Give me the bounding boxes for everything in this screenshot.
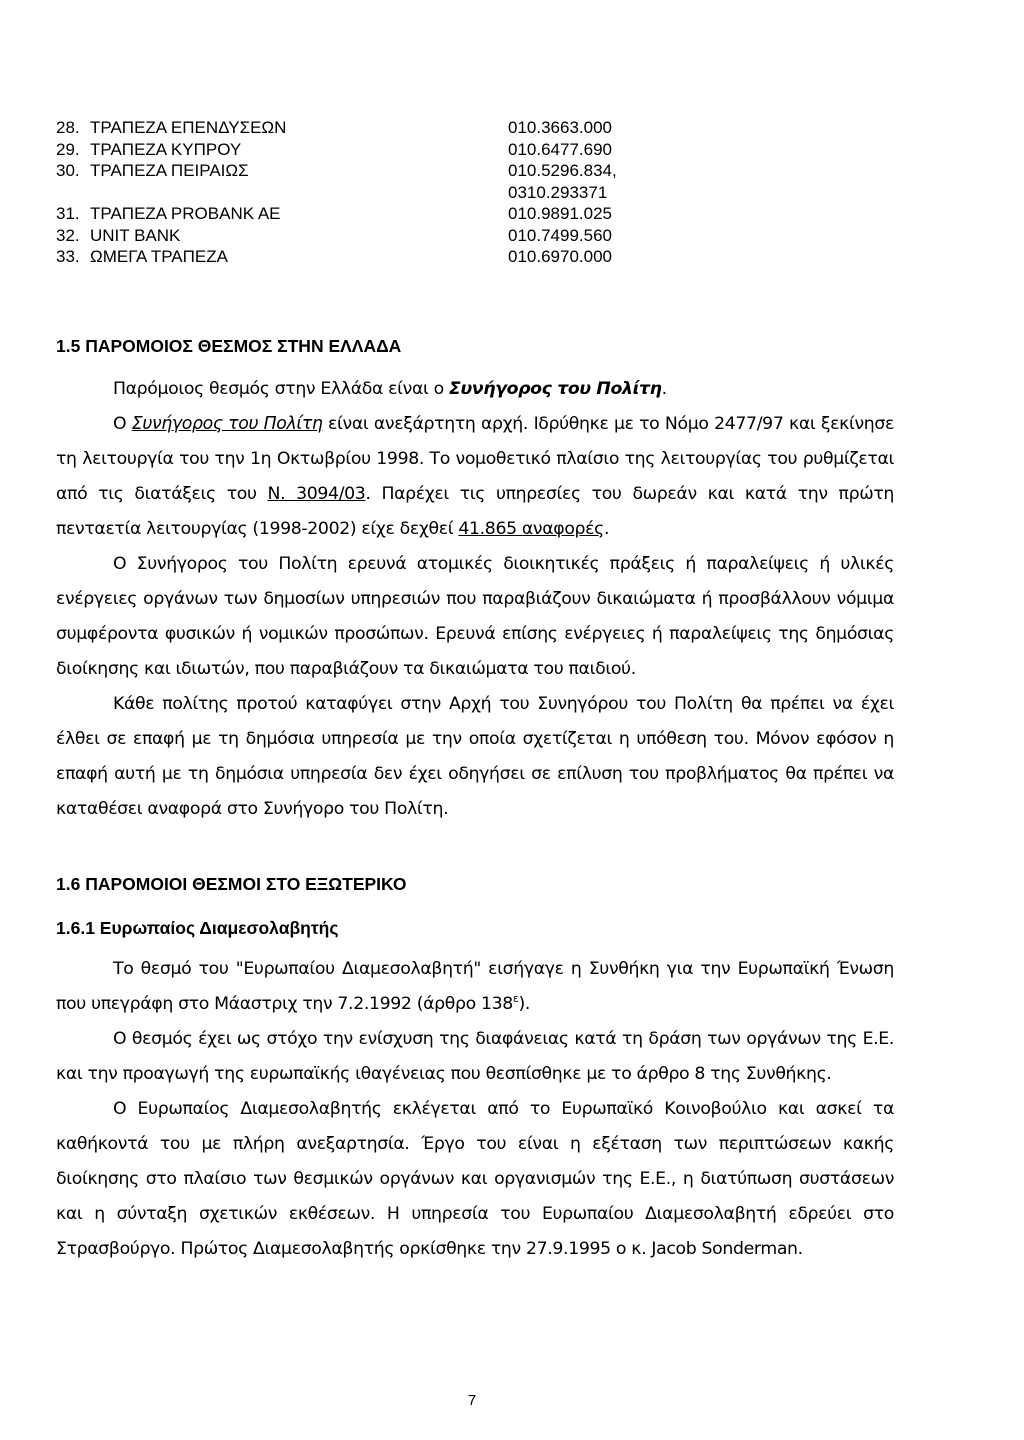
bank-phone-primary: 010.5296.834, [508, 161, 617, 180]
paragraph: Ο Ευρωπαίος Διαμεσολαβητής εκλέγεται από το Ευρωπαϊκό Κοινοβούλιο και ασκεί τα καθήκοντά του με πλήρη ανεξαρτησία. Έργο του είναι η εξέταση των περιπτώσεων κακής διοίκησης στο πλαίσιο των θεσμικών οργάνων και οργανισμών της Ε.Ε., η διατύπωση συστάσεων και η σύνταξη σχετικών εκθέσεων. Η υπηρεσία του Ευρωπαίου Διαμεσολαβητή εδρεύει στο Στρασβούργο. Πρώτος Διαμεσολαβητής ορκίσθηκε την 27.9.1995 ο κ. Jacob Sonderman. [56, 1099, 894, 1259]
bank-phone-secondary: 0310.293371 [508, 182, 608, 202]
underlined-law-reference: Ν. 3094/03 [267, 484, 366, 504]
text-run: . [603, 519, 610, 539]
list-item-number: 30. [56, 161, 80, 180]
bank-name: ΩΜΕΓΑ ΤΡΑΠΕΖΑ [90, 247, 228, 266]
paragraph [56, 372, 894, 407]
section-heading-1-6-1: 1.6.1 Ευρωπαίος Διαμεσολαβητής [56, 918, 339, 938]
list-item [56, 160, 696, 203]
section-1-6-1-body [56, 952, 894, 1267]
text-run: Ο [113, 414, 132, 434]
list-item [56, 203, 696, 225]
list-item [56, 117, 696, 139]
list-item-number: 32. [56, 225, 80, 245]
text-run: . Παρέχει τις υπηρεσίες του δωρεάν και κατά την πρώτη πενταετία λειτουργίας (1998-2002) είχε δεχθεί [56, 484, 894, 539]
bank-name: ΤΡΑΠΕΖΑ PROBANK AE [90, 204, 281, 223]
paragraph: Κάθε πολίτης προτού καταφύγει στην Αρχή του Συνηγόρου του Πολίτη θα πρέπει να έχει έλθει σε επαφή με τη δημόσια υπηρεσία με την οποία σχετίζεται η υπόθεση του. Μόνον εφόσον η επαφή αυτή με τη δημόσια υπηρεσία δεν έχει οδηγήσει σε επίλυση του προβλήματος θα πρέπει να καταθέσει αναφορά στο Συνήγορο του Πολίτη. [56, 694, 894, 819]
section-heading-1-6: 1.6 ΠΑΡΟΜΟΙΟΙ ΘΕΣΜΟΙ ΣΤΟ ΕΞΩΤΕΡΙΚΟ [56, 874, 407, 894]
section-1-5-body [56, 372, 894, 827]
bank-phone: 010.6970.000 [508, 247, 612, 266]
superscript: ε [512, 992, 519, 1006]
bank-name: UNIT BANK [90, 225, 181, 245]
paragraph: Ο θεσμός έχει ως στόχο την ενίσχυση της διαφάνειας κατά τη δράση των οργάνων της Ε.Ε. και την προαγωγή της ευρωπαϊκής ιθαγένειας που θεσπίσθηκε με το άρθρο 8 της Συνθήκης. [56, 1029, 894, 1084]
underlined-complaint-count: 41.865 αναφορές [458, 519, 604, 539]
text-run: ). [518, 994, 531, 1014]
paragraph [56, 952, 894, 1022]
underlined-italic-text: Συνήγορος του Πολίτη [131, 414, 323, 434]
bank-phone: 010.6477.690 [508, 139, 612, 159]
bank-phone: 010.7499.560 [508, 225, 612, 245]
list-item-number: 33. [56, 247, 80, 266]
list-item [56, 225, 696, 247]
paragraph [56, 407, 894, 547]
bank-phone: 010.9891.025 [508, 204, 612, 223]
list-item-number: 28. [56, 118, 80, 137]
text-run: Παρόμοιος θεσμός στην Ελλάδα είναι ο [113, 379, 449, 399]
bank-phone: 010.3663.000 [508, 118, 612, 137]
bank-name: ΤΡΑΠΕΖΑ ΚΥΠΡΟΥ [90, 139, 242, 159]
page-number: 7 [467, 1392, 477, 1409]
list-item [56, 246, 696, 268]
bank-phone [508, 160, 696, 203]
text-run: Το θεσμό του "Ευρωπαίου Διαμεσολαβητή" εισήγαγε η Συνθήκη για την Ευρωπαϊκή Ένωση που υπεγράφη στο Μάαστριχ την 7.2.1992 (άρθρο 138 [56, 959, 894, 1014]
list-item-number: 31. [56, 204, 80, 223]
emphasis-text: Συνήγορος του Πολίτη [449, 379, 662, 399]
paragraph: Ο Συνήγορος του Πολίτη ερευνά ατομικές διοικητικές πράξεις ή παραλείψεις ή υλικές ενέργειες οργάνων των δημοσίων υπηρεσιών που παραβιάζουν δικαιώματα ή προσβάλλουν νόμιμα συμφέροντα φυσικών ή νομικών προσώπων. Ερευνά επίσης ενέργειες ή παραλείψεις της δημόσιας διοίκησης και ιδιωτών, που παραβιάζουν τα δικαιώματα του παιδιού. [56, 554, 894, 679]
bank-list [56, 117, 696, 268]
text-run: είναι ανεξάρτητη αρχή. Ιδρύθηκε με το Νόμο 2477/97 και ξεκίνησε τη λειτουργία του την 1η Οκτωβρίου 1998. Το νομοθετικό πλαίσιο της λειτουργίας του ρυθμίζεται από τις διατάξεις του [56, 414, 894, 504]
list-item-number: 29. [56, 139, 80, 159]
bank-name: ΤΡΑΠΕΖΑ ΠΕΙΡΑΙΩΣ [90, 161, 249, 180]
bank-name: ΤΡΑΠΕΖΑ ΕΠΕΝΔΥΣΕΩΝ [90, 118, 287, 137]
section-heading-1-5: 1.5 ΠΑΡΟΜΟΙΟΣ ΘΕΣΜΟΣ ΣΤΗΝ ΕΛΛΑΔΑ [56, 336, 402, 356]
list-item [56, 139, 696, 161]
text-run: . [661, 379, 667, 399]
